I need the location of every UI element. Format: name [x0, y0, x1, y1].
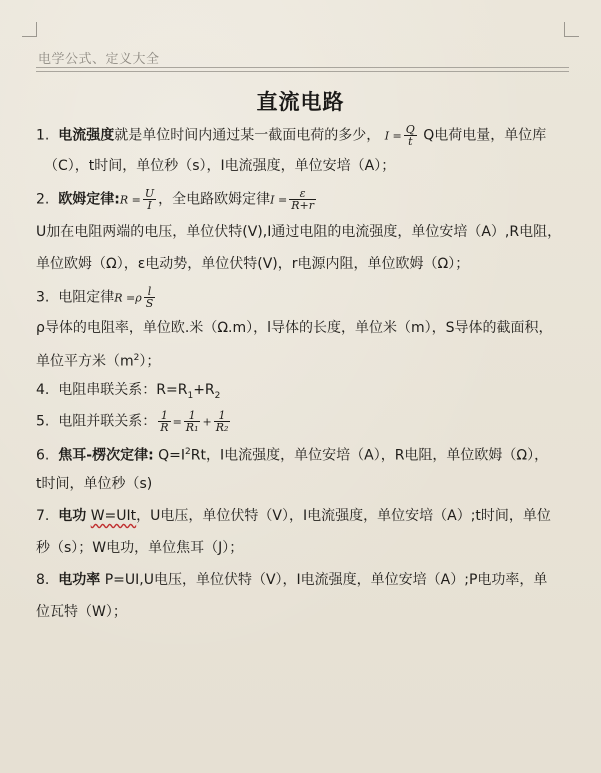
- formula-parallel-total: $\frac{1}{R}$: [160, 409, 169, 434]
- item-1-cont: （C），t时间，单位秒（s），I电流强度，单位安培（A）；: [44, 158, 396, 174]
- formula-full-ohm: $\frac{\varepsilon}{R+r}$: [291, 187, 314, 212]
- formula-resistance: $\frac{l}{S}$: [145, 285, 154, 310]
- item-3-cont-1: ρ导体的电阻率，单位欧.米（Ω.m），l导体的长度，单位米（m），S导体的截面积，: [36, 320, 553, 336]
- formula-parallel-r1: $\frac{1}{\text{R₁}}$: [185, 409, 199, 434]
- term-power: 电功率: [58, 572, 101, 588]
- formula-parallel-r2: $\frac{1}{\text{R₂}}$: [215, 409, 229, 434]
- item-2-cont-1: U加在电阻两端的电压，单位伏特(V),I通过电阻的电流强度，单位安培（A）,R电阻，: [36, 224, 562, 240]
- item-3: 3. 电阻定律R =ρ $\frac{l}{S}$: [36, 285, 154, 310]
- item-2-cont-2: 单位欧姆（Ω），ε电动势，单位伏特(V)，r电源内阻，单位欧姆（Ω）；: [36, 256, 470, 272]
- header-rule: [36, 67, 569, 72]
- term-ohm: 欧姆定律:: [58, 191, 120, 208]
- item-7-cont: 秒（s）；W电功，单位焦耳（J）；: [36, 540, 244, 556]
- page-title: 直流电路: [256, 90, 345, 114]
- item-2: 2. 欧姆定律:R = $\frac{U}{I}$ ，全电路欧姆定律I = $\frac{\varepsilon}{R+r}$: [36, 187, 314, 212]
- item-1: 1. 电流强度就是单位时间内通过某一截面电荷的多少， I = $\frac{Q}{t}$ Q电荷电量，单位库: [36, 123, 547, 148]
- formula-ohm: $\frac{U}{I}$: [144, 187, 155, 212]
- crop-mark-top-right: [564, 22, 579, 37]
- term-joule: 焦耳-楞次定律:: [58, 447, 154, 464]
- item-3-cont-2: 单位平方米$(m^2)$；: [36, 353, 161, 370]
- item-8-cont: 位瓦特（W）；: [36, 604, 127, 620]
- item-6-cont: t时间，单位秒（s): [36, 476, 153, 492]
- term-current: 电流强度: [58, 127, 115, 144]
- item-6: 6. 焦耳-楞次定律: $Q=I^2Rt$，I电流强度，单位安培（A），R电阻，单位欧姆（Ω），: [36, 447, 549, 464]
- item-4: 4. 电阻串联关系：$R=R_1+R_2$: [36, 382, 221, 401]
- item-8: 8. 电功率 P=UI,U电压，单位伏特（V），I电流强度，单位安培（A）;P电功率，单: [36, 572, 548, 588]
- crop-mark-top-left: [22, 22, 37, 37]
- running-header: 电学公式、定义大全: [38, 52, 160, 67]
- item-7: 7. 电功 W=UIt，U电压，单位伏特（V），I电流强度，单位安培（A）;t时间，单位: [36, 508, 551, 524]
- formula-work: W=UIt: [90, 508, 137, 524]
- item-5: 5. 电阻并联关系： $\frac{1}{R}$ = $\frac{1}{\text{R₁}}$ + $\frac{1}{\text{R₂}}$: [36, 409, 229, 434]
- term-work: 电功: [58, 508, 87, 524]
- formula-current: $\frac{Q}{t}$: [405, 123, 415, 148]
